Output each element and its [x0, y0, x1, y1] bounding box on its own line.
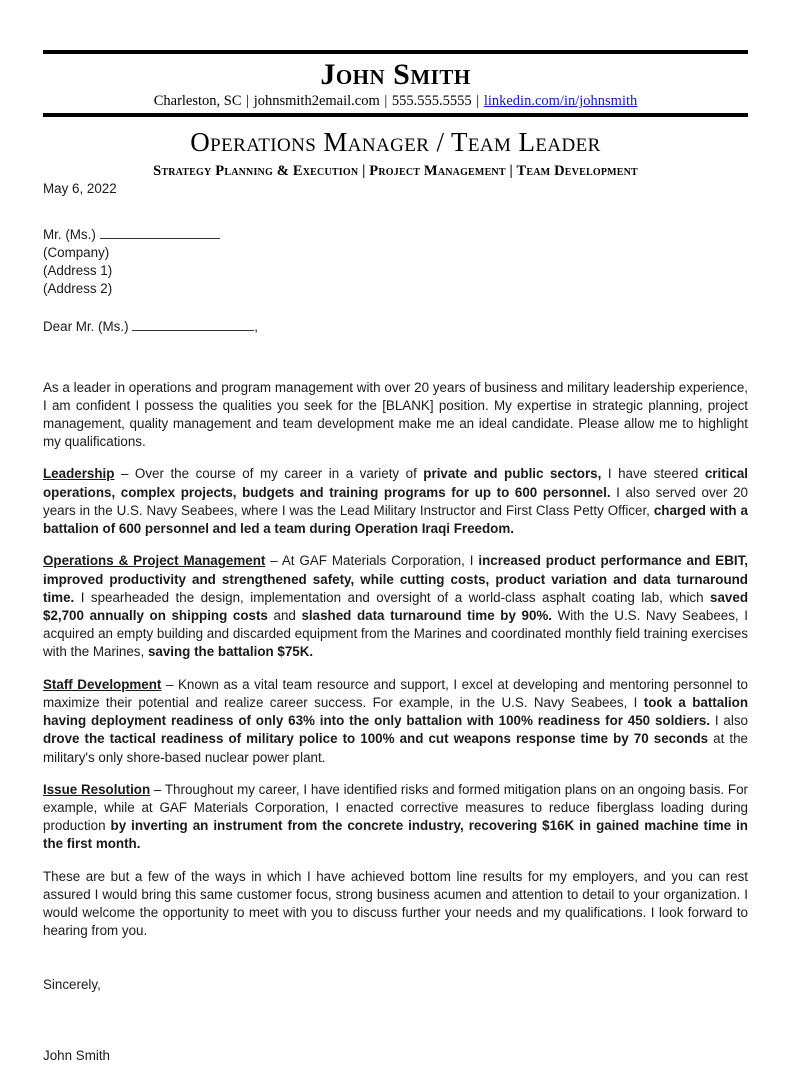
staff-run-3: at the military's only shore-based nuclear power plant.	[43, 731, 748, 765]
operations-bold-3: slashed data turnaround time by 90%.	[301, 607, 553, 623]
valediction: Sincerely,	[43, 977, 101, 993]
paragraph-issue-resolution	[43, 781, 748, 854]
paragraph-operations	[43, 552, 748, 661]
letter-body	[43, 180, 748, 1065]
salutation-line	[43, 318, 748, 336]
recipient-company: (Company)	[43, 245, 110, 261]
recipient-name-line	[43, 226, 748, 244]
paragraph-closing: These are but a few of the ways in which I have achieved bottom line results for my employers, and you can rest assured I would bring this same customer focus, strong business acumen and attention to detail to your organization. I would welcome the opportunity to meet with you to discuss further your needs and my qualifications. I look forward to hearing from you.	[43, 868, 748, 939]
section-dash-staff-development: –	[161, 676, 178, 692]
leadership-bold-3: charged with a battalion of 600 personnel and led a team during Operation Iraqi Freedom.	[43, 502, 748, 537]
contact-email[interactable]: johnsmith2email.com	[253, 93, 380, 110]
section-dash-issue-resolution: –	[150, 781, 165, 797]
recipient-name-prefix: Mr. (Ms.)	[43, 227, 100, 243]
operations-run-3: and	[267, 607, 302, 623]
staff-run-1: Known as a vital team resource and support, I excel at developing and mentoring personnel to maximize their potential and realize career success. For example, in the U.S. Navy Seabees, I	[43, 676, 749, 710]
contact-separator-3: |	[476, 93, 480, 110]
contact-separator-1: |	[246, 93, 250, 110]
leadership-bold-2: critical operations, complex projects, budgets and training programs for up to 600 personnel.	[43, 466, 748, 500]
section-dash-leadership: –	[114, 466, 135, 482]
contact-phone[interactable]: 555.555.5555	[391, 93, 472, 110]
recipient-block	[43, 226, 748, 298]
section-heading-issue-resolution: Issue Resolution	[43, 781, 151, 797]
operations-run-2: I spearheaded the design, implementation and oversight of a world-class asphalt coating lab, which	[74, 589, 711, 605]
header-rule-bottom	[43, 113, 748, 117]
headline-tagline: Strategy Planning & Execution | Project Management | Team Development	[153, 162, 638, 179]
staff-bold-2: drove the tactical readiness of military police to 100% and cut weapons response time by 70 seconds	[43, 731, 709, 747]
salutation-prefix: Dear Mr. (Ms.)	[43, 319, 133, 335]
leadership-run-3: I also served over 20 years in the U.S. Navy Seabees, where I was the Lead Military Instructor and First Class Petty Officer,	[43, 484, 748, 518]
salutation-blank[interactable]	[132, 319, 254, 331]
operations-bold-4: saving the battalion $75K.	[147, 644, 314, 660]
issue-bold-1: by inverting an instrument from the concrete industry, recovering $16K in gained machine time in the first month.	[43, 818, 748, 852]
section-heading-operations: Operations & Project Management	[43, 553, 266, 569]
linkedin-link[interactable]: linkedin.com/in/johnsmith	[483, 93, 638, 110]
headline-title: Operations Manager / Team Leader	[190, 127, 601, 158]
paragraph-staff-development	[43, 676, 748, 767]
operations-bold-1: increased product performance and EBIT, improved productivity and strengthened safety, while cutting costs, product variation and data turnaround time.	[43, 553, 749, 605]
candidate-name: John Smith	[320, 58, 471, 91]
paragraph-leadership	[43, 465, 748, 538]
salutation-suffix: ,	[254, 319, 259, 335]
operations-run-4: With the U.S. Navy Seabees, I acquired an empty building and discarded equipment from the Marines and coordinated monthly field training exercises with the Marines,	[43, 607, 748, 660]
leadership-bold-1: private and public sectors,	[423, 466, 602, 482]
operations-bold-2: saved $2,700 annually on shipping costs	[43, 589, 748, 623]
contact-location: Charleston, SC	[153, 93, 242, 110]
signature-name: John Smith	[43, 1047, 110, 1063]
header-rule-top	[43, 50, 748, 54]
operations-run-1: At GAF Materials Corporation, I	[281, 553, 479, 569]
staff-run-2: I also	[710, 713, 748, 729]
letterhead	[43, 50, 748, 180]
section-dash-operations: –	[265, 553, 282, 569]
recipient-name-blank[interactable]	[100, 227, 220, 239]
issue-run-1: Throughout my career, I have identified risks and formed mitigation plans on an ongoing basis. For example, while at GAF Materials Corporation, I enacted corrective measures to reduce fiberglass loading during production	[43, 781, 748, 834]
recipient-address-1: (Address 1)	[43, 263, 113, 279]
contact-separator-2: |	[384, 93, 388, 110]
letter-date: May 6, 2022	[43, 181, 117, 196]
leadership-run-2: I have steered	[601, 466, 705, 482]
contact-line	[43, 93, 748, 110]
section-heading-leadership: Leadership	[43, 466, 115, 482]
paragraph-opening: As a leader in operations and program management with over 20 years of business and military leadership experience, I am confident I possess the qualities you seek for the [BLANK] position. My expertise in strategic planning, project management, quality management and team development make me an ideal candidate. Please allow me to highlight my qualifications.	[43, 379, 748, 450]
staff-bold-1: took a battalion having deployment readiness of only 63% into the only battalion with 100% readiness for 450 soldiers.	[43, 694, 749, 729]
recipient-address-2: (Address 2)	[43, 281, 113, 297]
section-heading-staff-development: Staff Development	[43, 676, 162, 692]
leadership-run-1: Over the course of my career in a variety of	[134, 466, 424, 482]
